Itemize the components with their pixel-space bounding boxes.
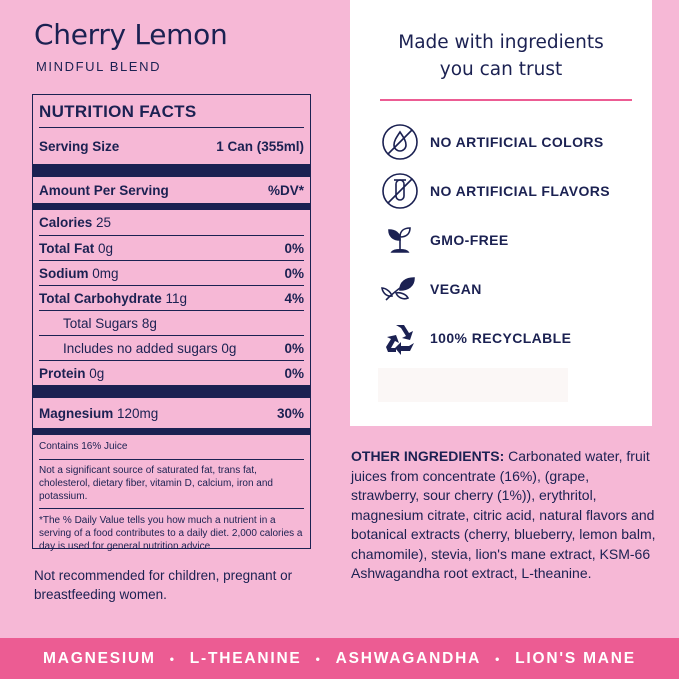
feature-no-artificial-flavors <box>378 169 610 213</box>
nutrient-dv: 30% <box>276 405 304 421</box>
feature-label: 100% RECYCLABLE <box>430 330 572 346</box>
nutrient-row-added-sugars <box>39 335 304 360</box>
feature-label: NO ARTIFICIAL COLORS <box>430 134 604 150</box>
no-flavors-icon <box>378 169 422 213</box>
nutrient-name: Magnesium <box>39 405 114 421</box>
nutrient-name: Total Sugars <box>63 315 139 331</box>
nutrient-amount: 0g <box>98 240 114 256</box>
trust-divider <box>380 99 632 101</box>
trust-heading <box>350 0 652 83</box>
recycle-icon <box>378 316 422 360</box>
faint-block <box>378 368 568 402</box>
nutrient-row-total-carbohydrate <box>39 285 304 310</box>
medium-divider <box>33 203 310 210</box>
serving-size-value: 1 Can (355ml) <box>216 138 304 154</box>
daily-value-note: *The % Daily Value tells you how much a nutrient in a serving of a food contributes to a daily diet. 2,000 calories a day is used for general nutrition advice <box>39 515 303 552</box>
other-ingredients <box>351 447 661 584</box>
nutrient-row-sodium <box>39 260 304 285</box>
footer-item: ASHWAGANDHA <box>335 649 482 667</box>
product-title: Cherry Lemon <box>34 18 228 51</box>
nutrient-amount: 0g <box>89 365 105 381</box>
nutrient-amount: 0g <box>221 340 237 356</box>
nutrient-dv: 0% <box>284 365 304 381</box>
nutrition-title: NUTRITION FACTS <box>39 102 197 121</box>
footer-separator: • <box>315 651 322 666</box>
amount-per-serving-label: Amount Per Serving <box>39 182 169 198</box>
warning-note: Not recommended for children, pregnant or breastfeeding women. <box>34 568 293 602</box>
calories-label: Calories <box>39 215 93 230</box>
serving-size-row <box>39 127 304 164</box>
footer-item: L-THEANINE <box>189 649 302 667</box>
other-ingredients-label: OTHER INGREDIENTS: <box>351 448 505 464</box>
nutrient-row-total-sugars <box>39 310 304 335</box>
nutrient-name: Sodium <box>39 265 89 281</box>
calories-row <box>39 210 304 235</box>
dv-header: %DV* <box>267 182 304 198</box>
other-ingredients-text: Carbonated water, fruit juices from concentrate (16%), (grape, strawberry, sour cherry (1%)), erythritol, magnesium citrate, citric acid, natural flavors and botanical extracts (cherry, blueberry, lemon balm, chamomile), stevia, lion's mane extract, KSM-66 Ashwagandha root extract, L-theanine. <box>351 448 656 581</box>
not-significant-note: Not a significant source of saturated fat, trans fat, cholesterol, dietary fiber, vitamin D, calcium, iron and potassium. <box>39 465 273 502</box>
nutrient-row-total-fat <box>39 235 304 260</box>
nutrition-facts-panel <box>32 94 311 552</box>
feature-label: GMO-FREE <box>430 232 509 248</box>
nutrient-name: Total Fat <box>39 240 95 256</box>
nutrient-dv: 0% <box>284 240 304 256</box>
nutrient-dv: 0% <box>284 340 304 356</box>
nutrient-dv: 4% <box>284 290 304 306</box>
nutrient-amount: 0mg <box>92 265 119 281</box>
nutrient-amount: 8g <box>141 315 157 331</box>
nutrient-amount: 11g <box>165 290 188 306</box>
trust-heading-line1: Made with ingredients <box>398 32 604 53</box>
footer-banner <box>0 638 679 679</box>
footer-item: LION'S MANE <box>515 649 636 667</box>
sprout-icon <box>378 218 422 262</box>
trust-heading-line2: you can trust <box>439 59 563 80</box>
no-colors-icon <box>378 120 422 164</box>
thick-divider <box>33 164 310 177</box>
feature-label: NO ARTIFICIAL FLAVORS <box>430 183 611 199</box>
nutrient-name: Protein <box>39 365 86 381</box>
nutrient-amount: 120mg <box>117 405 159 421</box>
nutrient-name: Total Carbohydrate <box>39 290 162 306</box>
nutrient-dv: 0% <box>284 265 304 281</box>
amount-per-serving-row <box>39 177 304 203</box>
leaf-icon <box>378 267 422 311</box>
nutrient-row-protein <box>39 360 304 385</box>
serving-size-label: Serving Size <box>39 138 120 154</box>
footer-separator: • <box>495 651 502 666</box>
product-subtitle: MINDFUL BLEND <box>36 59 162 74</box>
feature-gmo-free <box>378 218 509 262</box>
nutrient-name: Includes no added sugars <box>63 340 218 356</box>
calories-value: 25 <box>96 215 112 230</box>
trust-panel <box>350 0 652 426</box>
feature-label: VEGAN <box>430 281 482 297</box>
thick-divider <box>33 385 310 398</box>
footer-separator: • <box>169 651 176 666</box>
feature-recyclable <box>378 316 571 360</box>
medium-divider <box>33 428 310 435</box>
feature-no-artificial-colors <box>378 120 604 164</box>
feature-vegan <box>378 267 482 311</box>
nutrient-row-magnesium <box>39 398 304 428</box>
juice-note: Contains 16% Juice <box>39 441 128 452</box>
footer-item: MAGNESIUM <box>43 649 156 667</box>
